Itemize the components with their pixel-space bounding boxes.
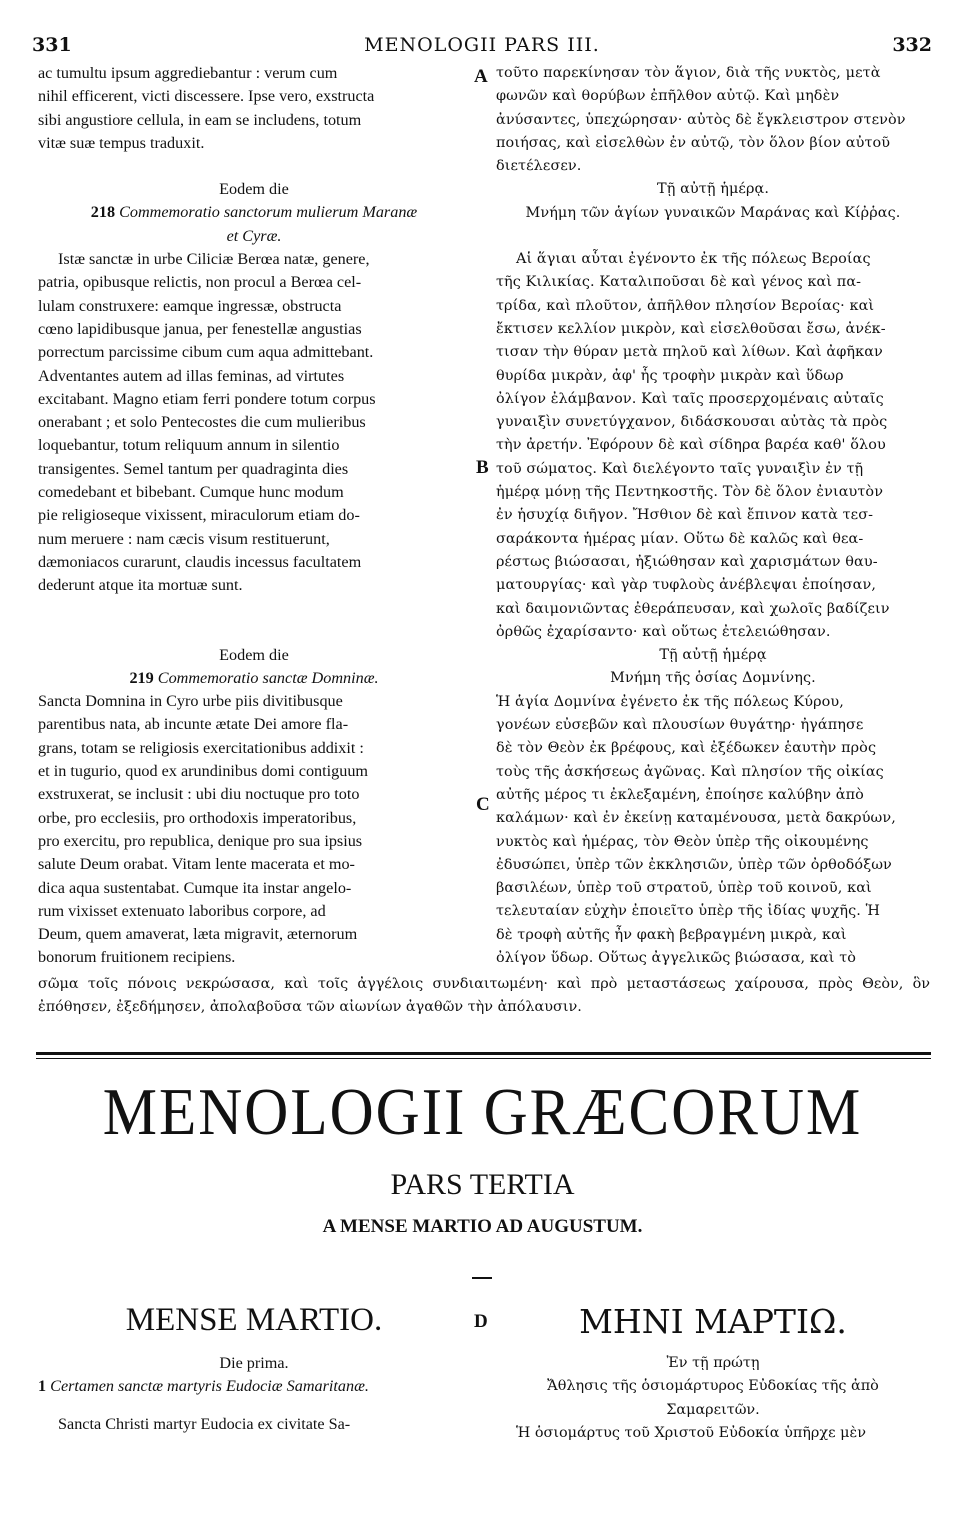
- greek-text-line: καλάμων· καὶ ἐν ἐκείνῃ καταμένουσα, μετὰ δακρύων,: [496, 810, 896, 827]
- margin-letter-b: B: [476, 457, 489, 478]
- page-number-left: 331: [32, 34, 72, 56]
- greek-text-line: δὲ τὸν Θεὸν ἐκ βρέφους, καὶ ἐξέδωκεν ἑαυτὴν πρὸς: [496, 740, 877, 757]
- greek-column: [496, 62, 930, 970]
- greek-text-line: σαράκοντα ἡμέρας μίαν. Οὕτω δὲ καλῶς καὶ θεα-: [496, 530, 864, 547]
- latin-text-line: orbe, pro ecclesiis, pro orthodoxis imperatoribus,: [38, 808, 357, 827]
- greek-intro-line: ποιήσας, καὶ εἰσελθὼν ἐν αὐτῷ, τὸν ὅλον βίον αὐτοῦ: [496, 134, 891, 151]
- latin-text-line: et in tugurio, quod ex arundinibus domi contiguum: [38, 762, 369, 781]
- greek-text-line: τοῦ σώματος. Καὶ διελέγοντο ταῖς γυναιξὶν ἐν τῇ: [496, 460, 864, 477]
- latin-text-line: parentibus nata, ab incunte ætate Dei amore fla-: [38, 715, 349, 734]
- running-head: [32, 34, 932, 60]
- latin-entry-1-title: [38, 1375, 470, 1398]
- latin-text-line: comedebant et bibebant. Cumque hunc modum: [38, 483, 344, 502]
- latin-text-line: Adventantes autem ad illas feminas, ad virtutes: [38, 366, 345, 385]
- greek-text-line: θυρίδα μικρὰν, ἀφ' ἧς τροφὴν μικρὰν καὶ ὕδωρ: [496, 367, 844, 384]
- greek-intro-line: τοῦτο παρεκίνησαν τὸν ἅγιον, διὰ τῆς νυκτὸς, μετὰ: [496, 65, 881, 81]
- greek-text-line: ὀρθῶς ἐχαρίσαντο· καὶ οὕτως ἐτελειώθησαν.: [496, 623, 831, 640]
- greek-text-line: ἐν ἡσυχίᾳ διῆγον. Ἤσθιον δὲ καὶ ἔπινον κατὰ τεσ-: [496, 507, 874, 524]
- section-rule-thin: [36, 1058, 931, 1059]
- entry-number-219: 219: [129, 668, 154, 687]
- latin-month-heading: MENSE MARTIO.: [125, 1302, 383, 1338]
- greek-intro-line: διετέλεσεν.: [496, 158, 582, 175]
- latin-text-line: dederunt atque ita mortuæ sunt.: [38, 576, 243, 595]
- greek-text-line: γονέων εὐσεβῶν καὶ πλουσίων θυγάτηρ· ἠγάπησε: [496, 717, 864, 734]
- latin-intro-line: vitæ suæ tempus traduxit.: [38, 133, 205, 152]
- greek-intro-line: ἀνύσαντες, ὑπεχώρησαν· αὐτὸς δὲ ἔγκλειστρον στενὸν: [496, 111, 906, 128]
- greek-text-line: τρίδα, καὶ πλοῦτον, ἀπῆλθον πλησίον Βεροίας· καὶ: [496, 297, 875, 314]
- latin-text-line: transigentes. Semel tantum per quadraginta dies: [38, 459, 349, 478]
- entry-number-218: 218: [90, 203, 116, 222]
- margin-letter-a: A: [474, 66, 488, 87]
- margin-letter-c: C: [476, 794, 490, 815]
- greek-text-line: Ἡ ὁσιομάρτυς τοῦ Χριστοῦ Εὐδοκία ὑπῆρχε μὲν: [516, 1424, 866, 1441]
- greek-text-line: δὲ τροφὴ αὐτῆς ἦν φακὴ βεβραγμένη μικρὰ, καὶ: [496, 926, 847, 943]
- section-rule-thick: [36, 1052, 931, 1055]
- latin-entry-218-title: [38, 201, 470, 224]
- greek-full-width-continuation: σῶμα τοῖς πόνοις νεκρώσασα, καὶ τοῖς ἀγγέλοις συνδιαιτωμένη· καὶ πρὸ μεταστάσεως χαίρουσα, πρὸς Θεὸν, ὃν ἐπόθησεν, ἐξεδήμησεν, ἀπολαβοῦσα τῶν αἰωνίων ἀγαθῶν τὴν ἀπόλαυσιν.: [38, 976, 930, 1016]
- section-range: A MENSE MARTIO AD AUGUSTUM.: [322, 1216, 643, 1237]
- greek-text-line: τοὺς τῆς ἀσκήσεως ἀγῶνας. Καὶ πλησίον τῆς οἰκίας: [496, 763, 884, 780]
- latin-text-line: excitabant. Magno etiam ferri pondere totum corpus: [38, 389, 376, 408]
- latin-text-line: Deum, quem amaverat, læta migravit, æternorum: [38, 925, 358, 944]
- greek-text-line: βασιλέων, ὑπὲρ τοῦ στρατοῦ, ὑπὲρ τοῦ κοινοῦ, καὶ: [496, 880, 872, 897]
- latin-text-line: onerabant ; et solo Pentecostes die cum mulieribus: [38, 413, 366, 432]
- latin-text-line: salute Deum orabat. Vitam lente macerata et mo-: [38, 855, 355, 874]
- latin-text-line: pie religioseque vixissent, miraculorum etiam do-: [38, 506, 360, 525]
- greek-month-heading: ΜΗΝΙ ΜΑΡΤΙΩ.: [579, 1302, 847, 1341]
- latin-entry-1-title-text: Certamen sanctæ martyris Eudociæ Samaritanæ.: [50, 1377, 369, 1396]
- greek-text-line: τὴν ἀρετήν. Ἐφόρουν δὲ καὶ σίδηρα βαρέα καθ' ὅλου: [496, 437, 886, 454]
- latin-text-line: exstruxerat, se inclusit : ubi diu noctuque pro toto: [38, 785, 360, 804]
- greek-text-line: ὀλίγον ἐλάμβανον. Καὶ ταῖς προσερχομέναις αὐταῖς: [496, 390, 884, 407]
- latin-intro-line: nihil efficerent, victi discessere. Ipse vero, exstructa: [38, 87, 375, 106]
- greek-text-line: τῆς Κιλικίας. Καταλιποῦσαι δὲ καὶ γένος καὶ πα-: [496, 274, 862, 291]
- greek-entry-1-title-cont: Σαμαρειτῶν.: [666, 1401, 760, 1418]
- latin-text-line: num meruere : nam cæcis visum restituerunt,: [38, 529, 330, 548]
- latin-text-line: pro exercitu, pro republica, denique pro sua ipsius: [38, 831, 363, 850]
- greek-text-line: τελευταίαν εὐχὴν ἐποιεῖτο ὑπὲρ τῆς ἰδίας ψυχῆς. Ἡ: [496, 903, 880, 920]
- greek-day: Ἐν τῇ πρώτῃ: [666, 1355, 760, 1371]
- latin-heading-eodem-die: Eodem die: [219, 180, 289, 199]
- greek-day-heading: [496, 1352, 930, 1445]
- greek-heading-same-day: Τῇ αὐτῇ ἡμέρᾳ.: [657, 181, 769, 198]
- greek-text-line: ὀλίγον ὕδωρ. Οὕτως ἀγγελικῶς βιώσασα, καὶ τὸ: [496, 949, 857, 966]
- latin-text-line: lulam construxere: eamque ingressæ, obstructa: [38, 296, 342, 315]
- greek-text-line: τισαν τὴν θύραν μετὰ πηλοῦ καὶ λίθων. Καὶ ἀφῆκαν: [496, 344, 883, 361]
- latin-intro-line: sibi angustiore cellula, in eam se includens, totum: [38, 110, 362, 129]
- greek-text-line: ματουργίας· καὶ γὰρ τυφλοὺς ἀνέβλεψαι ἐποίησαν,: [496, 577, 877, 594]
- latin-text-line: cœno lapidibusque janua, per fenestellæ angustias: [38, 319, 362, 338]
- greek-text-line: γυναιξὶν συνετύγχανον, διδάσκουσαι αὐτὰς τὰ πρὸς: [496, 414, 888, 431]
- latin-day-heading: [38, 1352, 470, 1436]
- latin-entry-219-title: [38, 667, 470, 690]
- latin-entry-219-title-text: Commemoratio sanctæ Domninæ.: [157, 668, 379, 687]
- greek-intro-line: φωνῶν καὶ θορύβων ἐπῆλθον αὐτῷ. Καὶ μηδὲν: [496, 88, 840, 105]
- latin-text-line: Sancta Christi martyr Eudocia ex civitate Sa-: [58, 1414, 351, 1433]
- latin-heading-eodem-die-2: Eodem die: [219, 645, 289, 664]
- latin-text-line: patria, opibusque relictis, non procul a Berœa cel-: [38, 273, 362, 292]
- latin-text-line: dæmoniacos curarunt, claudis incessus facultatem: [38, 552, 362, 571]
- entry-number-1: 1: [38, 1377, 47, 1396]
- page-number-right: 332: [892, 34, 932, 56]
- latin-text-line: Istæ sanctæ in urbe Ciliciæ Berœa natæ, genere,: [58, 250, 370, 269]
- latin-text-line: grans, totam se religiosis exercitationibus addixit :: [38, 738, 364, 757]
- latin-text-line: rum vixisset extenuato laboribus corpore, ad: [38, 901, 326, 920]
- latin-entry-218-title-text: Commemoratio sanctorum mulierum Maranæ: [119, 203, 418, 222]
- latin-text-line: bonorum fruitionem recipiens.: [38, 948, 236, 967]
- latin-day: Die prima.: [219, 1354, 289, 1372]
- margin-letter-d: D: [474, 1311, 488, 1332]
- greek-entry-219-title: Μνήμη τῆς ὁσίας Δομνίνης.: [610, 670, 816, 687]
- greek-text-line: ἡμέρᾳ μόνῃ τῆς Πεντηκοστῆς. Τὸν δὲ ὅλον ἐνιαυτὸν: [496, 484, 884, 501]
- greek-entry-218-title: Μνήμη τῶν ἁγίων γυναικῶν Μαράνας καὶ Κίῤῥας.: [525, 204, 901, 221]
- greek-heading-same-day-2: Τῇ αὐτῇ ἡμέρᾳ: [659, 647, 767, 664]
- short-dash-rule: [472, 1277, 492, 1279]
- greek-text-line: ρέστως βιώσασαι, ἠξιώθησαν καὶ χαρισμάτων θαυ-: [496, 553, 878, 570]
- greek-entry-1-title: Ἄθλησις τῆς ὁσιομάρτυρος Εὐδοκίας τῆς ἀπὸ: [547, 1378, 879, 1395]
- latin-text-line: Sancta Domnina in Cyro urbe piis divitibusque: [38, 692, 343, 711]
- greek-text-line: Ἡ ἁγία Δομνίνα ἐγένετο ἐκ τῆς πόλεως Κύρου,: [496, 693, 844, 710]
- greek-text-line: νυκτὸς καὶ ἡμέρας, τὸν Θεὸν ὑπὲρ τῆς οἰκουμένης: [496, 833, 869, 850]
- latin-column: [38, 62, 470, 970]
- greek-text-line: ἐδυσώπει, ὑπὲρ τῶν ἐκκλησιῶν, ὑπὲρ τῶν ὀρθοδόξων: [496, 856, 892, 873]
- section-subtitle: PARS TERTIA: [390, 1168, 575, 1201]
- latin-entry-218-title-cont: et Cyræ.: [226, 226, 282, 245]
- latin-text-line: dica aqua sustentabat. Cumque ita instar angelo-: [38, 878, 352, 897]
- running-title: MENOLOGII PARS III.: [364, 34, 600, 56]
- greek-text-line: ἔκτισεν κελλίον μικρὸν, καὶ εἰσελθοῦσαι ἔσω, ἀνέκ-: [496, 320, 886, 337]
- latin-intro-line: ac tumultu ipsum aggrediebantur : verum cum: [38, 64, 338, 82]
- latin-text-line: porrectum parcissime cibum cum aqua admittebant.: [38, 343, 374, 362]
- greek-text-line: Αἱ ἅγιαι αὗται ἐγένοντο ἐκ τῆς πόλεως Βεροίας: [516, 251, 871, 268]
- section-title: MENOLOGII GRÆCORUM: [102, 1075, 863, 1150]
- latin-text-line: loquebantur, totum reliquum annum in silentio: [38, 436, 340, 455]
- greek-text-line: καὶ δαιμονιῶντας ἐθεράπευσαν, καὶ χωλοῖς βαδίζειν: [496, 600, 890, 617]
- greek-text-line: αὐτῆς μέρος τι ἐκλεξαμένη, ἐποίησε καλύβην ἀπὸ: [496, 786, 864, 803]
